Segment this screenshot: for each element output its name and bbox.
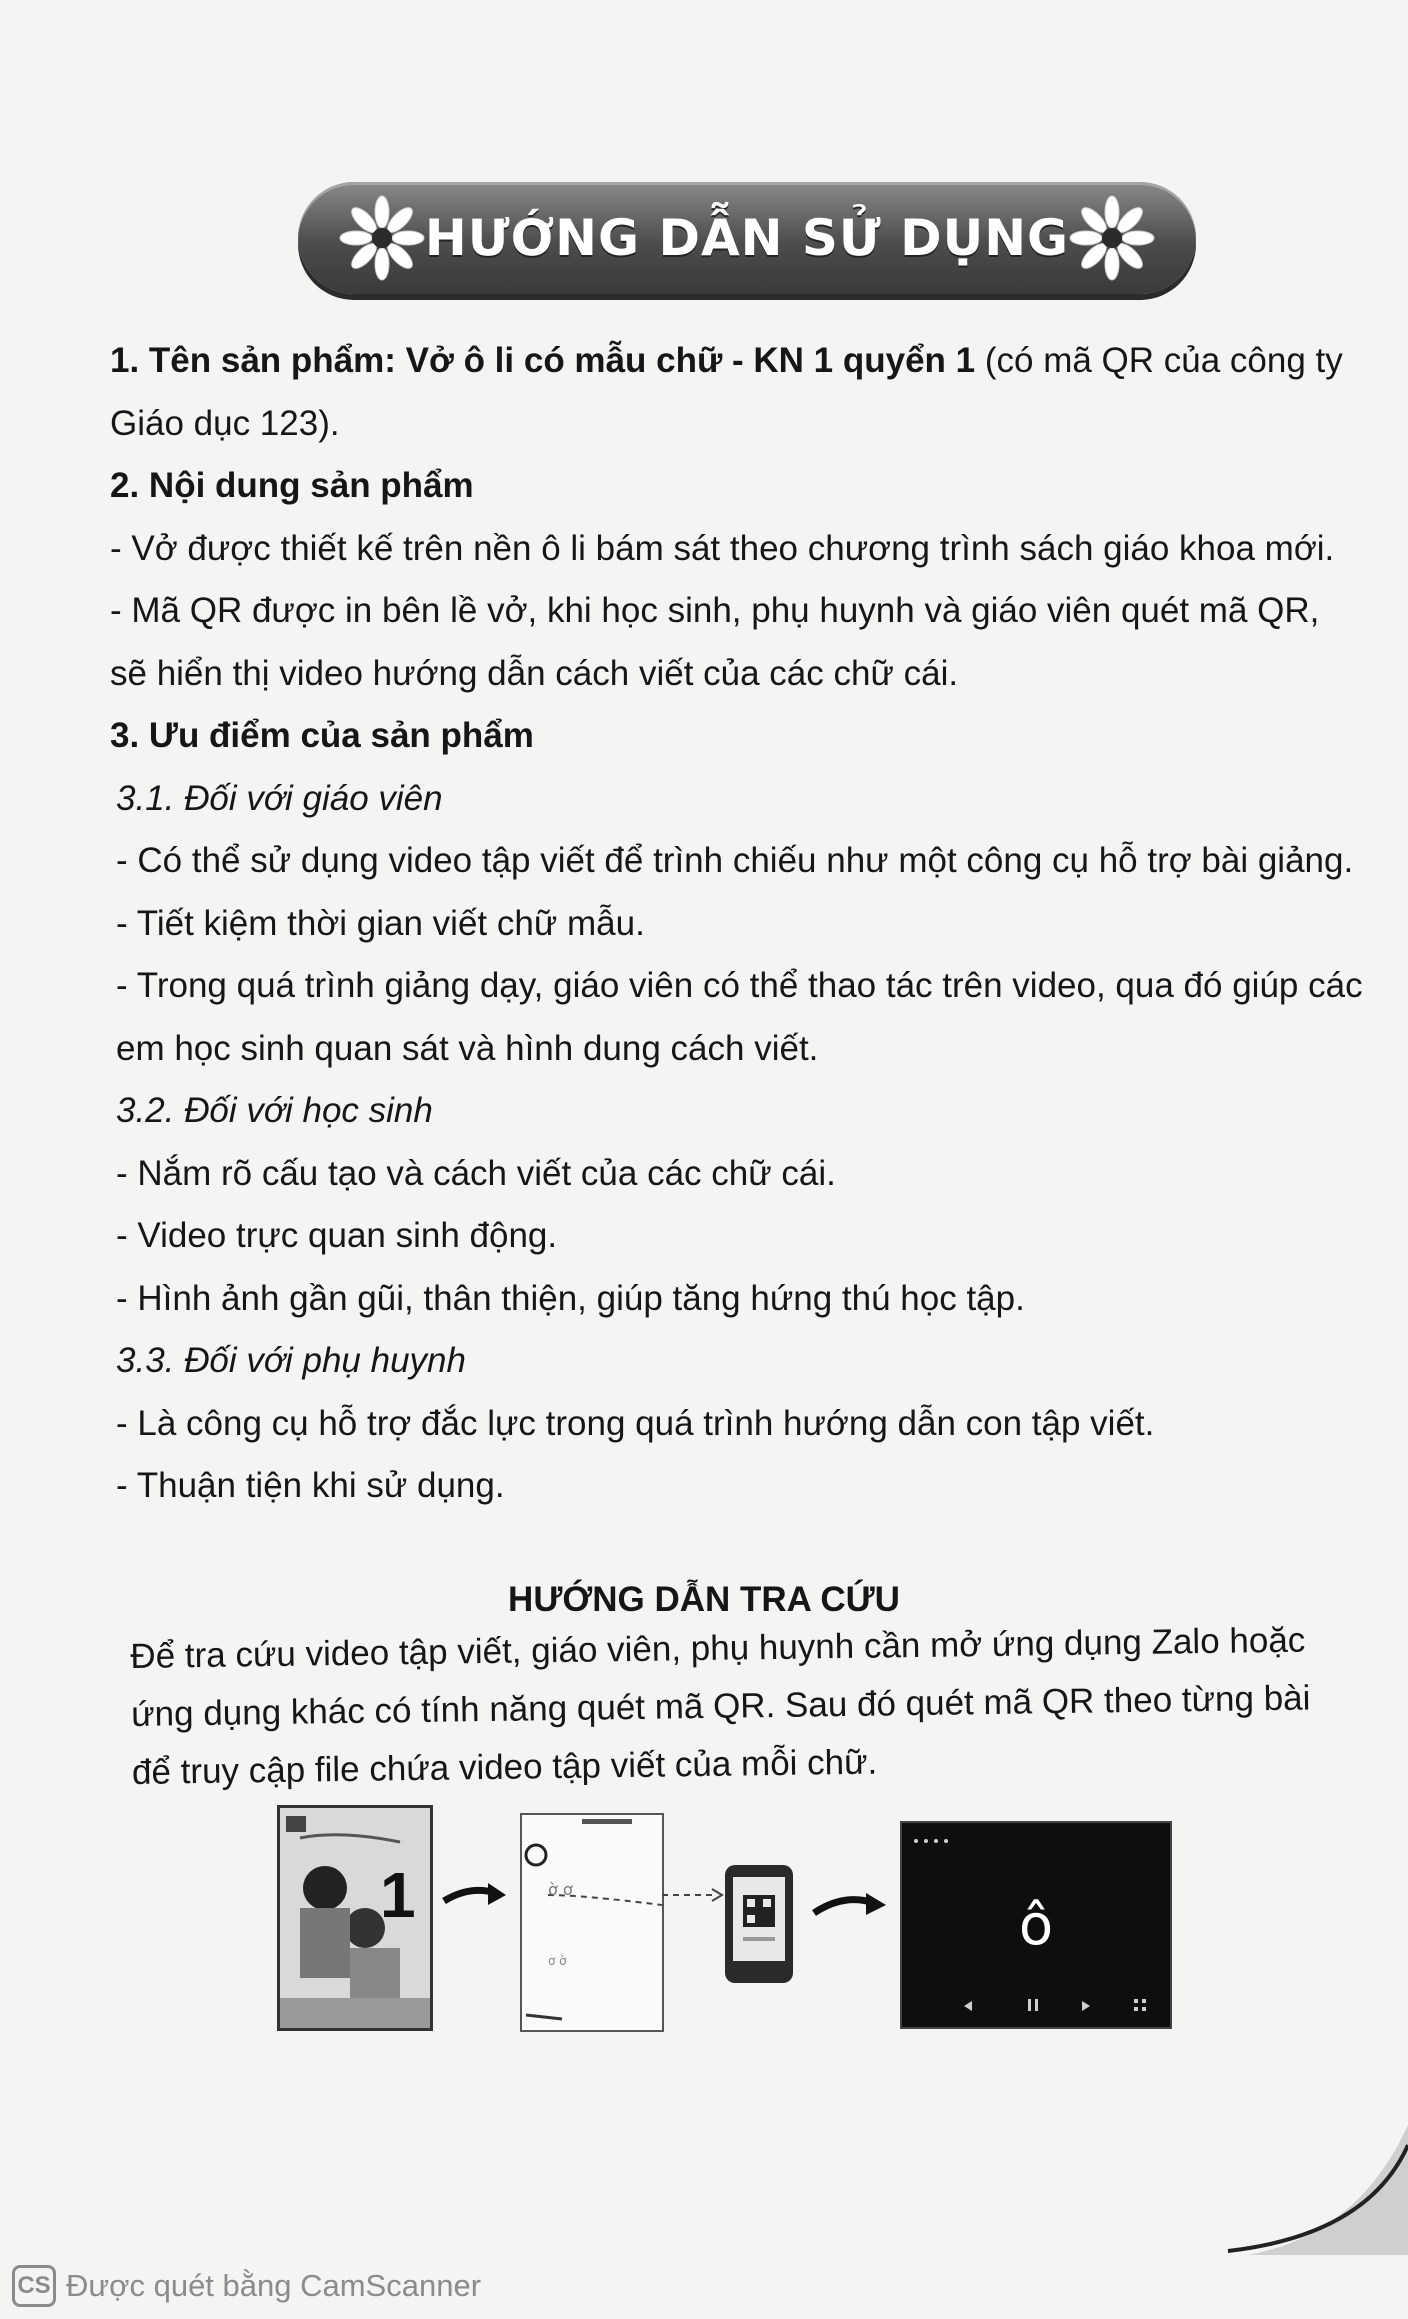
lookup-line: Để tra cứu video tập viết, giáo viên, phụ huynh cần mở ứng dụng Zalo hoặc xyxy=(130,1620,1306,1676)
advantages-heading: 3. Ưu điểm của sản phẩm xyxy=(110,716,534,755)
teacher-subheading: 3.1. Đối với giáo viên xyxy=(116,778,443,818)
flower-icon xyxy=(338,194,426,282)
page-curl-shadow xyxy=(1208,2125,1408,2255)
phone-scan-image xyxy=(725,1865,793,1983)
product-name-line xyxy=(110,330,1360,393)
svg-text:ờ ơ: ờ ơ xyxy=(548,1880,573,1899)
qr-code-icon xyxy=(733,1877,785,1961)
content-line: - Mã QR được in bên lề vở, khi học sinh, phụ huynh và giáo viên quét mã QR, xyxy=(110,591,1320,630)
svg-text:ơ ờ: ơ ờ xyxy=(548,1954,567,1968)
phone-screen xyxy=(733,1877,785,1961)
page-title: HƯỚNG DẪN SỬ DỤNG xyxy=(424,209,1070,267)
lookup-line: ứng dụng khác có tính năng quét mã QR. Sau đó quét mã QR theo từng bài xyxy=(130,1678,1311,1734)
student-subheading: 3.2. Đối với học sinh xyxy=(116,1091,433,1130)
title-banner xyxy=(298,182,1196,294)
notebook-volume-number: 1 xyxy=(380,1859,416,1931)
teacher-line: - Có thể sử dụng video tập viết để trình chiếu như một công cụ hỗ trợ bài giảng. xyxy=(116,841,1354,880)
teacher-line: - Trong quá trình giảng dạy, giáo viên có thể thao tác trên video, qua đó giúp các xyxy=(116,966,1363,1005)
camscanner-logo: CS xyxy=(12,2265,56,2307)
parent-line: - Là công cụ hỗ trợ đắc lực trong quá trình hướng dẫn con tập viết. xyxy=(116,1403,1155,1443)
product-name-heading: 1. Tên sản phẩm: Vở ô li có mẫu chữ - KN 1 quyển 1 xyxy=(110,341,976,380)
parent-line: - Thuận tiện khi sử dụng. xyxy=(116,1466,505,1505)
video-letter: ô xyxy=(1018,1893,1054,1958)
content-line: - Vở được thiết kế trên nền ô li bám sát theo chương trình sách giáo khoa mới. xyxy=(110,528,1335,568)
arrow-right-icon xyxy=(810,1885,890,1925)
student-line: - Hình ảnh gần gũi, thân thiện, giúp tăng hứng thú học tập. xyxy=(116,1278,1025,1318)
notebook-cover-image xyxy=(277,1805,433,2031)
dashed-arrow-icon xyxy=(660,1885,725,1905)
product-name-line-2: Giáo dục 123). xyxy=(110,403,340,443)
product-name-tail: (có mã QR của công ty xyxy=(975,341,1343,380)
lookup-paragraph xyxy=(130,1611,1342,1802)
lookup-illustration xyxy=(275,1805,1175,2035)
notebook-page-drawing xyxy=(522,1815,662,2030)
student-line: - Video trực quan sinh động. xyxy=(116,1216,558,1255)
notebook-page-image xyxy=(520,1813,664,2032)
arrow-right-icon xyxy=(440,1875,510,1915)
video-screen-image xyxy=(900,1821,1172,2029)
lookup-heading: HƯỚNG DẪN TRA CỨU xyxy=(508,1580,900,1619)
teacher-line: em học sinh quan sát và hình dung cách viết. xyxy=(116,1028,819,1068)
flower-icon xyxy=(1068,194,1156,282)
content-line: sẽ hiển thị video hướng dẫn cách viết của các chữ cái. xyxy=(110,653,959,693)
instructions-body xyxy=(110,330,1363,1518)
video-controls-icon xyxy=(902,1823,1170,2027)
camscanner-watermark xyxy=(12,2263,481,2309)
student-line: - Nắm rõ cấu tạo và cách viết của các chữ cái. xyxy=(116,1153,836,1193)
lookup-line: để truy cập file chứa video tập viết của mỗi chữ. xyxy=(131,1742,878,1792)
teacher-line: - Tiết kiệm thời gian viết chữ mẫu. xyxy=(116,903,645,943)
watermark-text: Được quét bằng CamScanner xyxy=(66,2268,482,2303)
parent-subheading: 3.3. Đối với phụ huynh xyxy=(116,1341,466,1380)
content-heading: 2. Nội dung sản phẩm xyxy=(110,466,474,505)
